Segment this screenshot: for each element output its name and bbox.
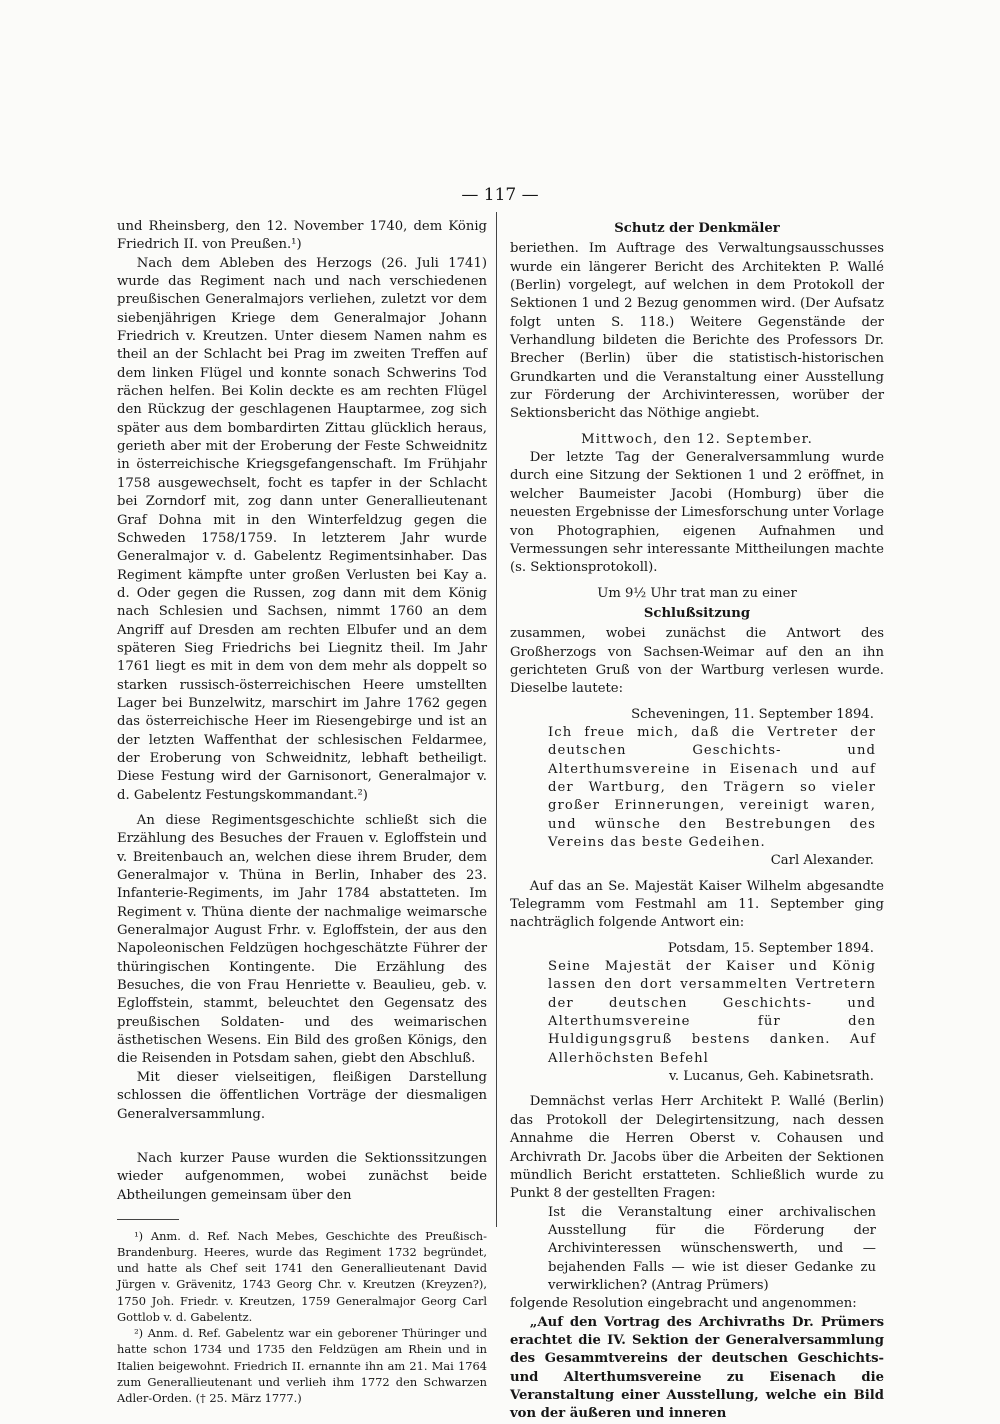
telegram-signature: Carl Alexander.: [770, 853, 874, 869]
date-heading: Mittwoch, den 12. September.: [581, 431, 813, 447]
telegram-place-date: Scheveningen, 11. September 1894.: [631, 706, 874, 722]
footnote-2: ²) Anm. d. Ref. Gabelentz war ein geborener Thüringer und hatte schon 1734 und 1735 den Feldzügen am Rhein und in Italien beigewohnt. Friedrich II. ernannte ihn am 21. Mai 1764 zum Generallieutenant und verlieh ihm 1772 den Schwarzen Adler-Orden. († 25. März 1777.): [117, 1326, 487, 1405]
paragraph: Nach kurzer Pause wurden die Sektionssitzungen wieder aufgenommen, wobei zunächst beide Abtheilungen gemeinsam über den: [117, 1150, 487, 1203]
paragraph: zusammen, wobei zunächst die Antwort des Großherzogs von Sachsen-Weimar auf den an ihn gerichteten Gruß von der Wartburg verlesen wurde. Dieselbe lautete:: [510, 626, 884, 697]
section-heading: Schutz der Denkmäler: [614, 221, 780, 236]
telegram-text: Ich freue mich, daß die Vertreter der deutschen Geschichts- und Alterthumsvereine in Eisenach und auf der Wartburg, den Trägern so vieler großer Erinnerungen, vereinigt waren, und wünsche den Bestrebungen des Vereins das beste Gedeihen.: [548, 724, 876, 850]
paragraph: Nach dem Ableben des Herzogs (26. Juli 1741) wurde das Regiment nach und nach verschiedenen preußischen Generalmajors verliehen, zuletzt vor dem siebenjährigen Kriege dem Generalmajor Johann Friedrich v. Kreutzen. Unter diesem Namen nahm es theil an der Schlacht bei Prag im zweiten Treffen auf dem linken Flügel und konnte sonach Schwerins Tod rächen helfen. Bei Kolin deckte es am rechten Flügel den Rückzug der geschlagenen Hauptarmee, zog sich später aus dem bombardirten Zittau glücklich heraus, gerieth aber mit der Eroberung der Feste Schweidnitz in österreichische Kriegsgefangenschaft. Im Frühjahr 1758 ausgewechselt, focht es tapfer in der Schlacht bei Zorndorf mit, zog dann unter Generallieutenant Graf Dohna mit in den Winterfeldzug gegen die Schweden 1758/1759. In letzterem Jahr wurde Generalmajor v. d. Gabelentz Regimentsinhaber. Das Regiment kämpfte unter großen Verlusten bei Kay a. d. Oder gegen die Russen, zog dann mit dem König nach Schlesien und Sachsen, nimmt 1760 an dem Angriff auf Dresden am rechten Elbufer und an dem späteren Sieg Friedrichs bei Liegnitz theil. Im Jahr 1761 liegt es mit in dem von dem mehr als doppelt so starken russisch-österreichischen Heere umstellten Lager bei Bunzelwitz, marschirt im Jahre 1762 gegen das österreichische Heer im Riesengebirge und ist an der letzten Waffenthat der schlesischen Feldarmee, der Eroberung von Schweidnitz, lebhaft betheiligt. Diese Festung wird der Garnisonort, Generalmajor v. d. Gabelentz Festungskommandant.²): [117, 255, 487, 803]
paragraph: beriethen. Im Auftrage des Verwaltungsausschusses wurde ein längerer Bericht des Architekten P. Wallé (Berlin) vorgelegt, auf welchen in dem Protokoll der Sektionen 1 und 2 Bezug genommen wird. (Der Aufsatz folgt unten S. 118.) Weitere Gegenstände der Verhandlung bildeten die Berichte des Professors Dr. Brecher (Berlin) über die statistisch-historischen Grundkarten und die Veranstaltung einer Ausstellung zur Förderung der Archivinteressen, worüber der Sektionsbericht das Nöthige angiebt.: [510, 241, 884, 422]
paragraph: Auf das an Se. Majestät Kaiser Wilhelm abgesandte Telegramm vom Festmahl am 11. September ging nachträglich folgende Antwort ein:: [510, 878, 884, 931]
paragraph: Demnächst verlas Herr Architekt P. Wallé (Berlin) das Protokoll der Delegirtensitzung, nach dessen Annahme die Herren Oberst v. Cohausen und Archivrath Dr. Jacobs über die Arbeiten der Sektionen mündlich Bericht erstatteten. Schließlich wurde zu Punkt 8 der gestellten Fragen:: [510, 1094, 884, 1202]
column-divider: [496, 212, 497, 1227]
paragraph: folgende Resolution eingebracht und angenommen:: [510, 1296, 857, 1312]
paragraph: An diese Regimentsgeschichte schließt sich die Erzählung des Besuches der Frauen v. Egloffstein und v. Breitenbauch an, welchen diese ihrem Bruder, dem Generalmajor v. Thüna in Berlin, Inhaber des 23. Infanterie-Regiments, im Jahr 1784 abstatteten. Im Regiment v. Thüna diente der nachmalige weimarsche Generalmajor August Frhr. v. Egloffstein, der aus den Napoleonischen Feldzügen hochgeschätzte Führer der thüringischen Kontingente. Die Erzählung des Besuches, die von Frau Henriette v. Beaulieu, geb. v. Egloffstein, stammt, beleuchtet den Gegensatz des preußischen Soldaten- und des weimarischen ästhetischen Wesens. Ein Bild des großen Königs, den die Reisenden in Potsdam sahen, giebt den Abschluß.: [117, 813, 487, 1067]
question-quote: Ist die Veranstaltung einer archivalischen Ausstellung für die Förderung der Archivinteressen wünschenswerth, und — bejahenden Falls — wie ist dieser Gedanke zu verwirklichen? (Antrag Prümers): [548, 1204, 876, 1293]
right-column: [510, 218, 884, 1424]
left-column: [117, 218, 487, 1406]
telegram-text: Seine Majestät der Kaiser und König lassen den dort versammelten Vertretern der deutschen Geschichts- und Alterthumsvereine für den Huldigungsgruß bestens danken. Auf Allerhöchsten Befehl: [548, 959, 876, 1066]
page-number: — 117 —: [461, 185, 539, 205]
resolution-text: „Auf den Vortrag des Archivraths Dr. Prümers erachtet die IV. Sektion der Generalversammlung des Gesammtvereins der deutschen Geschichts- und Alterthumsvereine zu Eisenach die Veranstaltung einer Ausstellung, welche ein Bild von der äußeren und inneren: [510, 1314, 884, 1422]
paragraph: Um 9½ Uhr trat man zu einer: [597, 585, 797, 601]
telegram-signature: v. Lucanus, Geh. Kabinetsrath.: [668, 1069, 874, 1085]
paragraph: Mit dieser vielseitigen, fleißigen Darstellung schlossen die öffentlichen Vorträge der diesmaligen Generalversammlung.: [117, 1069, 487, 1122]
section-heading: Schlußsitzung: [643, 605, 751, 621]
paragraph: und Rheinsberg, den 12. November 1740, dem König Friedrich II. von Preußen.¹): [117, 219, 487, 253]
footnote-divider: [117, 1219, 179, 1220]
telegram-place-date: Potsdam, 15. September 1894.: [667, 940, 874, 956]
footnote-1: ¹) Anm. d. Ref. Nach Mebes, Geschichte des Preußisch-Brandenburg. Heeres, wurde das Regiment 1732 begründet, und hatte als Chef seit 1741 den Generallieutenant David Jürgen v. Grävenitz, 1743 Georg Chr. v. Kreutzen (Kreyzen?), 1750 Joh. Friedr. v. Kreutzen, 1759 Generalmajor Georg Carl Gottlob v. d. Gabelentz.: [117, 1228, 487, 1324]
footnotes: [117, 1228, 487, 1406]
paragraph: Der letzte Tag der Generalversammlung wurde durch eine Sitzung der Sektionen 1 und 2 eröffnet, in welcher Baumeister Jacobi (Homburg) über die neuesten Ergebnisse der Limesforschung unter Vorlage von Photographien, eigenen Aufnahmen und Vermessungen sehr interessante Mittheilungen machte (s. Sektionsprotokoll).: [510, 450, 884, 576]
